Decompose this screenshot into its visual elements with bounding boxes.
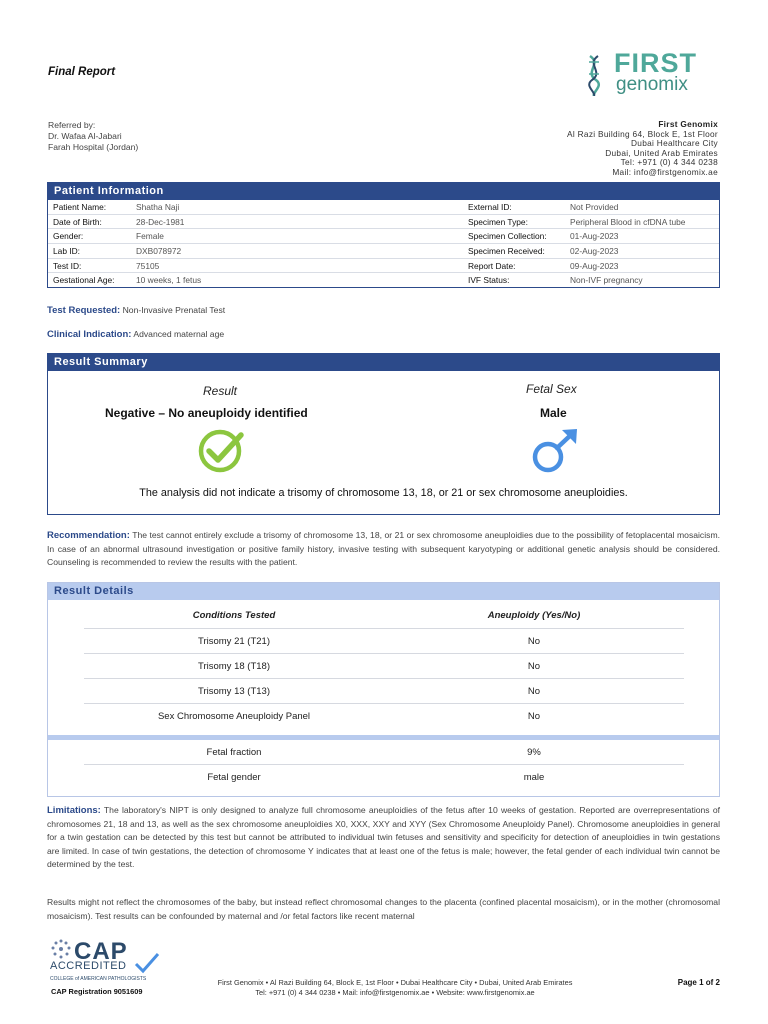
table-row: [84, 740, 684, 765]
table-row: [84, 654, 684, 679]
recommendation-label: Recommendation:: [47, 530, 130, 541]
aneuploidy-cell: No: [527, 636, 541, 647]
fetal-sex-value: Male: [540, 406, 567, 420]
metric-value: male: [523, 772, 545, 783]
lab-tel: Tel: +971 (0) 4 344 0238: [620, 157, 718, 168]
clinical-indication-line: [47, 329, 224, 340]
field-value: Peripheral Blood in cfDNA tube: [570, 216, 686, 227]
field-label: Specimen Type:: [468, 216, 528, 227]
clinical-indication-value: Advanced maternal age: [133, 329, 225, 339]
field-label: Gender:: [53, 231, 84, 242]
limitations-label: Limitations:: [47, 805, 101, 816]
test-requested-line: [47, 305, 225, 316]
result-summary-section: [47, 353, 720, 515]
field-value: 01-Aug-2023: [570, 231, 619, 242]
cap-check-icon: [134, 952, 160, 974]
lab-company: First Genomix: [658, 119, 718, 129]
field-label: Date of Birth:: [53, 216, 102, 227]
first-genomix-logo: [578, 46, 728, 100]
patient-row: [48, 229, 719, 244]
cap-registration: CAP Registration 9051609: [51, 987, 143, 996]
patient-row: [48, 273, 719, 288]
result-details-section: [47, 582, 720, 797]
field-label: Gestational Age:: [53, 275, 115, 286]
field-value: Non-IVF pregnancy: [570, 275, 643, 286]
test-requested-value: Non-Invasive Prenatal Test: [122, 305, 226, 315]
aneuploidy-cell: No: [527, 711, 541, 722]
result-details-heading: Result Details: [48, 583, 719, 600]
patient-row: [48, 215, 719, 230]
footer-line2: Tel: +971 (0) 4 344 0238 • Mail: info@firstgenomix.ae • Website: www.firstgenomix.ae: [255, 988, 535, 997]
field-value: 02-Aug-2023: [570, 246, 619, 257]
referring-hospital: Farah Hospital (Jordan): [48, 142, 139, 152]
footer-line1: First Genomix • Al Razi Building 64, Block E, 1st Floor • Dubai Healthcare City • Dubai, United Arab Emirates: [217, 978, 573, 987]
field-label: Test ID:: [53, 260, 82, 271]
lab-address-line3: Dubai, United Arab Emirates: [605, 147, 718, 158]
report-title: Final Report: [48, 66, 116, 78]
field-value: 10 weeks, 1 fetus: [136, 275, 202, 286]
field-value: 28-Dec-1981: [136, 216, 185, 227]
metric-label: Fetal fraction: [206, 747, 262, 758]
field-label: Specimen Received:: [468, 246, 545, 257]
conditions-tested-header: Conditions Tested: [192, 610, 276, 621]
field-value: Female: [136, 231, 164, 242]
referring-doctor: Dr. Wafaa Al-Jabari: [48, 131, 122, 141]
condition-cell: Trisomy 13 (T13): [198, 686, 270, 697]
field-value: Not Provided: [570, 202, 619, 212]
test-requested-label: Test Requested:: [47, 305, 121, 316]
aneuploidy-header: Aneuploidy (Yes/No): [487, 610, 581, 621]
field-label: Report Date:: [468, 260, 516, 271]
table-row: [84, 704, 684, 729]
patient-row: [48, 244, 719, 259]
table-row: [84, 765, 684, 790]
lab-mail: Mail: info@firstgenomix.ae: [612, 166, 718, 177]
patient-row: [48, 259, 719, 274]
recommendation-text: The test cannot entirely exclude a trisomy of chromosome 13, 18, or 21 or sex chromosome aneuploidies due to the possibility of fetoplacental mosaicism. In case of an abnormal ultrasound investigation or positive family history, invasive testing with subsequent karyotyping or additional genetic analysis should be considered. Counseling is recommended to review the results with the patient.: [47, 530, 720, 567]
referred-label: Referred by:: [48, 120, 96, 130]
male-symbol-icon: [531, 427, 581, 475]
cap-college-text: COLLEGE of AMERICAN PATHOLOGISTS: [50, 976, 147, 982]
field-label: Specimen Collection:: [468, 231, 547, 242]
condition-cell: Trisomy 18 (T18): [198, 661, 270, 672]
cap-accreditation-badge: [48, 936, 168, 998]
summary-note: The analysis did not indicate a trisomy of chromosome 13, 18, or 21 or sex chromosome aneuploidies.: [139, 487, 628, 499]
aneuploidy-cell: No: [527, 686, 541, 697]
result-title: Result: [203, 384, 238, 398]
patient-information-section: [47, 182, 720, 288]
patient-information-heading: Patient Information: [48, 183, 719, 200]
fetal-sex-title: Fetal Sex: [526, 382, 577, 396]
patient-row: [48, 200, 719, 215]
logo-genomix-text: genomix: [616, 74, 688, 95]
field-label: Patient Name:: [53, 202, 107, 212]
field-value: 75105: [136, 260, 160, 271]
aneuploidy-cell: No: [527, 661, 541, 672]
condition-cell: Sex Chromosome Aneuploidy Panel: [157, 711, 311, 722]
lab-address-line2: Dubai Healthcare City: [631, 138, 718, 149]
cap-accredited-text: ACCREDITED: [50, 960, 127, 972]
lab-address-line1: Al Razi Building 64, Block E, 1st Floor: [567, 128, 718, 139]
patient-information-table: [48, 200, 719, 288]
check-circle-icon: [198, 427, 246, 473]
field-label: External ID:: [468, 202, 512, 212]
table-row: [84, 629, 684, 654]
table-row: [84, 679, 684, 704]
limitations-paragraph-2: Results might not reflect the chromosomes of the baby, but instead reflect chromosomal changes to the placenta (confined placental mosaicism), or in the mother (chromosomal mosaicism). Test results can be confounded by maternal and /or fetal factors like recent maternal: [47, 897, 720, 921]
field-label: IVF Status:: [468, 275, 510, 286]
field-value: 09-Aug-2023: [570, 260, 619, 271]
condition-cell: Trisomy 21 (T21): [198, 636, 270, 647]
logo-first-text: FIRST: [614, 48, 697, 78]
cap-text: CAP: [74, 938, 128, 965]
metric-label: Fetal gender: [207, 772, 261, 783]
field-value: DXB078972: [136, 246, 182, 257]
field-value: Shatha Naji: [136, 202, 180, 212]
page-footer: [160, 978, 630, 998]
result-summary-heading: Result Summary: [48, 354, 719, 371]
recommendation-paragraph: [47, 529, 720, 570]
metric-value: 9%: [527, 747, 541, 758]
limitations-paragraph: [47, 804, 720, 872]
clinical-indication-label: Clinical Indication:: [47, 329, 132, 340]
field-label: Lab ID:: [53, 246, 81, 257]
result-value: Negative – No aneuploidy identified: [105, 406, 308, 420]
dna-helix-icon: [578, 52, 612, 96]
limitations-text: The laboratory's NIPT is only designed to analyze full chromosome aneuploidies of the fetus after 10 weeks of gestation. Reported are overrepresentations of chromosomes 21, 18 and 13, as well as the sex chromosome aneuploidies X0, XXX, XXY and XYY (Sex Chromosome Aneuploidy Panel). Chromosome aneuploidies in general for a twin gestation can be detected by this test but cannot be attributed to individual twin fetuses and sensitivity and specificity for detection of aneuploidies in twin gestations are limited. In case of twin gestations, the detection of chromosome Y indicates that at least one of the fetus is male; however, the fetal gender of each individual twin cannot be determined by the test.: [47, 805, 721, 869]
cap-dots-icon: [50, 938, 72, 960]
lab-address-block: [567, 120, 718, 178]
referred-by-block: [48, 120, 138, 153]
page-number: Page 1 of 2: [677, 978, 720, 987]
